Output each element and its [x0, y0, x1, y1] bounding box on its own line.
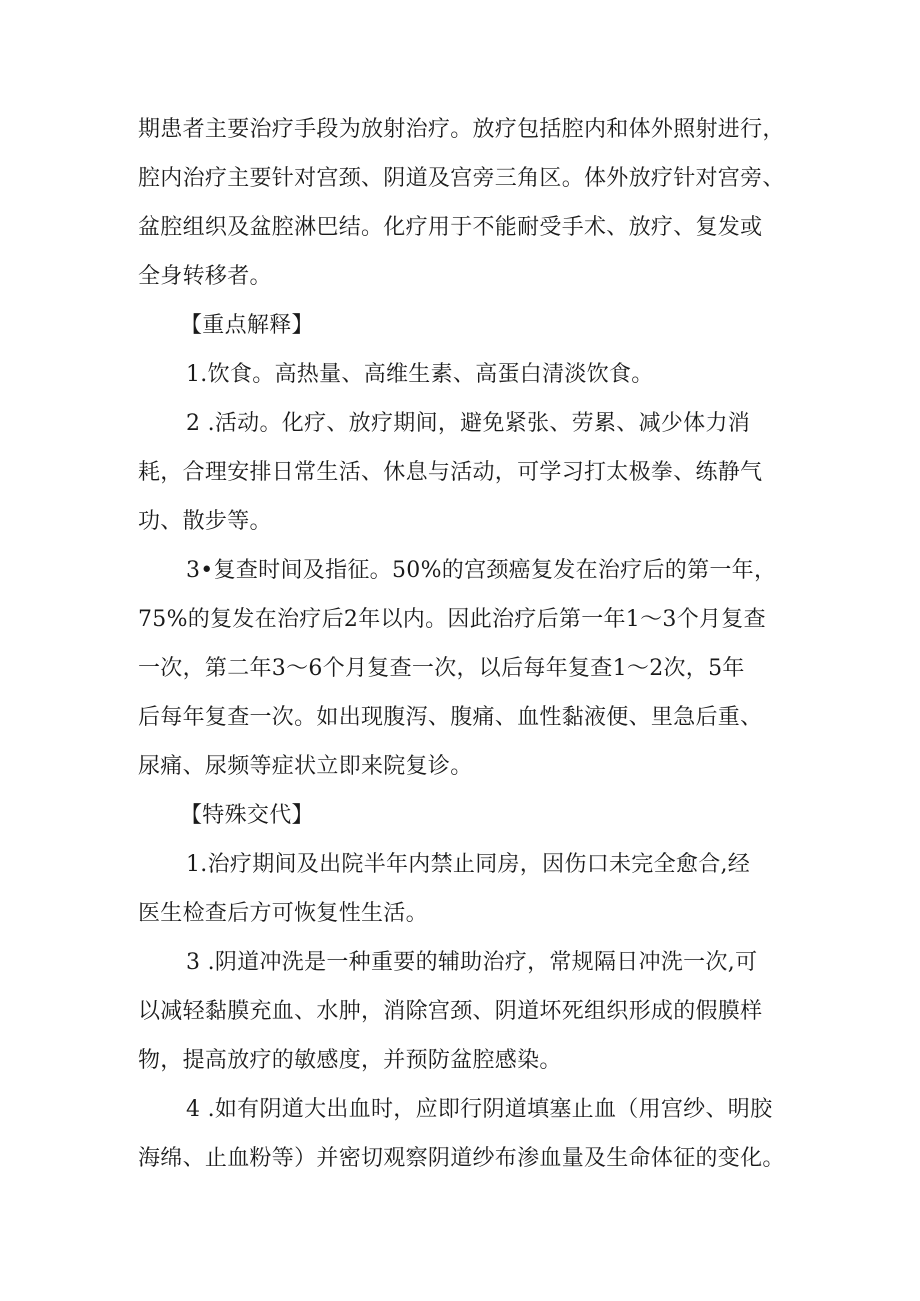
paragraph-line: 1.饮食。高热量、高维生素、高蛋白清淡饮食。 — [186, 362, 654, 387]
section-heading: 【重点解释】 — [180, 313, 314, 338]
paragraph-line: 功、散步等。 — [138, 509, 272, 534]
paragraph-line: 3 .阴道冲洗是一种重要的辅助治疗，常规隔日冲洗一次,可 — [186, 950, 758, 975]
paragraph-line: 耗，合理安排日常生活、休息与活动，可学习打太极拳、练静气 — [138, 460, 763, 485]
intro-line: 盆腔组织及盆腔淋巴结。化疗用于不能耐受手术、放疗、复发或 — [138, 215, 763, 240]
paragraph-line: 后每年复查一次。如出现腹泻、腹痛、血性黏液便、里急后重、 — [138, 705, 763, 730]
paragraph-line: 以减轻黏膜充血、水肿，消除宫颈、阴道坏死组织形成的假膜样 — [138, 999, 763, 1024]
paragraph-line: 4 .如有阴道大出血时，应即行阴道填塞止血（用宫纱、明胶 — [186, 1097, 773, 1122]
paragraph-line: 医生检查后方可恢复性生活。 — [138, 901, 428, 926]
paragraph-line: 75%的复发在治疗后2年以内。因此治疗后第一年1～3个月复查 — [138, 607, 766, 632]
paragraph-line: 1.治疗期间及出院半年内禁止同房，因伤口未完全愈合,经 — [186, 852, 751, 877]
paragraph-line: 海绵、止血粉等）并密切观察阴道纱布渗血量及生命体征的变化。 — [138, 1146, 785, 1171]
paragraph-line: 物，提高放疗的敏感度，并预防盆腔感染。 — [138, 1048, 562, 1073]
paragraph-line: 3•复查时间及指征。50%的宫颈癌复发在治疗后的第一年， — [186, 558, 777, 583]
paragraph-line: 尿痛、尿频等症状立即来院复诊。 — [138, 754, 473, 779]
intro-line: 腔内治疗主要针对宫颈、阴道及宫旁三角区。体外放疗针对宫旁、 — [138, 166, 785, 191]
paragraph-line: 2 .活动。化疗、放疗期间，避免紧张、劳累、减少体力消 — [186, 411, 751, 436]
intro-line: 期患者主要治疗手段为放射治疗。放疗包括腔内和体外照射进行， — [138, 117, 785, 142]
intro-line: 全身转移者。 — [138, 264, 272, 289]
section-heading: 【特殊交代】 — [180, 803, 314, 828]
paragraph-line: 一次，第二年3～6个月复查一次，以后每年复查1～2次，5年 — [138, 656, 745, 681]
